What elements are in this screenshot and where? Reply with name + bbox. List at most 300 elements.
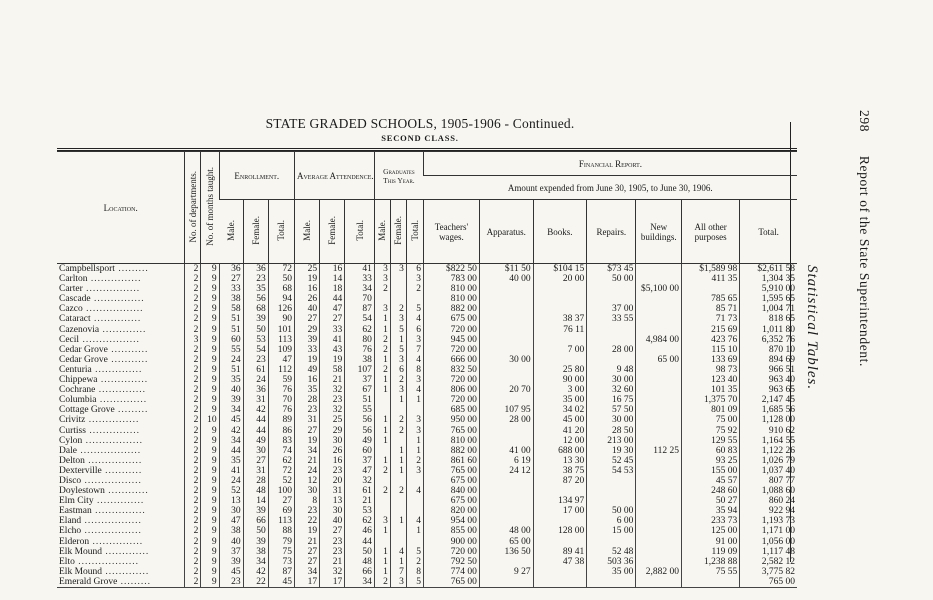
cell-books: 128 00 [533, 526, 587, 536]
table-row [57, 526, 797, 536]
cell-books: 13 30 [533, 456, 587, 466]
table-row [57, 325, 797, 335]
cell-mo: 9 [201, 264, 219, 275]
cell-gm: 3 [374, 304, 390, 314]
cell-dep: 2 [185, 577, 201, 588]
table-row [57, 476, 797, 486]
cell-wages: 720 00 [423, 395, 479, 405]
cell-et: 62 [268, 456, 294, 466]
page-title: STATE GRADED SCHOOLS, 1905-1906 - Continued. [265, 116, 575, 131]
cell-other: 129 55 [682, 436, 740, 446]
cell-at: 33 [345, 274, 375, 284]
cell-gt [406, 506, 423, 516]
cell-gt: 5 [406, 577, 423, 588]
location-cell: Carter ................ [59, 284, 141, 295]
cell-books: 17 00 [533, 506, 587, 516]
cell-gt: 1 [406, 395, 423, 405]
cell-newb [636, 506, 682, 516]
cell-wages: 765 00 [423, 577, 479, 588]
cell-dep: 2 [185, 426, 201, 436]
table-row [57, 537, 797, 547]
cell-newb [636, 496, 682, 506]
cell-ef: 50 [243, 526, 268, 536]
cell-total: 1,122 26 [740, 446, 797, 456]
cell-rep: 503 36 [587, 557, 636, 567]
cell-total: 860 24 [740, 496, 797, 506]
cell-gm: 1 [374, 426, 390, 436]
cell-newb [636, 577, 682, 588]
cell-ef: 68 [243, 304, 268, 314]
cell-newb [636, 436, 682, 446]
cell-gf: 1 [390, 395, 406, 405]
cell-ef: 24 [243, 375, 268, 385]
cell-af: 27 [320, 314, 345, 324]
cell-gm [374, 506, 390, 516]
table-row [57, 264, 797, 275]
cell-rep: 50 00 [587, 506, 636, 516]
cell-et: 68 [268, 284, 294, 294]
table-row [57, 355, 797, 365]
location-cell: Centuria .............. [59, 364, 143, 375]
cell-mo: 9 [201, 405, 219, 415]
cell-books [533, 567, 587, 577]
cell-af: 40 [320, 516, 345, 526]
cell-dep: 2 [185, 446, 201, 456]
cell-other: 785 65 [682, 294, 740, 304]
cell-mo: 9 [201, 436, 219, 446]
location-cell: Columbia .............. [59, 395, 148, 406]
cell-wages: 765 00 [423, 426, 479, 436]
cell-mo: 9 [201, 476, 219, 486]
cell-wages: 820 00 [423, 506, 479, 516]
cell-rep: 16 75 [587, 395, 636, 405]
table-row [57, 577, 797, 588]
cell-et: 86 [268, 426, 294, 436]
cell-total: 807 77 [740, 476, 797, 486]
cell-books: 38 75 [533, 466, 587, 476]
cell-mo: 9 [201, 516, 219, 526]
cell-dep: 2 [185, 466, 201, 476]
cell-newb: 112 25 [636, 446, 682, 456]
cell-books: 38 37 [533, 314, 587, 324]
location-cell: Crivitz ............... [59, 415, 140, 426]
cell-gf: 2 [390, 375, 406, 385]
cell-am: 28 [294, 395, 319, 405]
cell-am: 26 [294, 294, 319, 304]
cell-wages: 832 50 [423, 365, 479, 375]
cell-gf: 2 [390, 426, 406, 436]
cell-rep: 213 00 [587, 436, 636, 446]
cell-gf [390, 284, 406, 294]
cell-em: 36 [219, 264, 243, 275]
cell-dep: 2 [185, 274, 201, 284]
cell-app [479, 426, 533, 436]
header-enroll-female: Female. [243, 200, 268, 264]
cell-total: 963 40 [740, 375, 797, 385]
cell-em: 24 [219, 476, 243, 486]
cell-gm: 1 [374, 314, 390, 324]
cell-gm: 1 [374, 355, 390, 365]
table-row [57, 274, 797, 284]
cell-books: 47 38 [533, 557, 587, 567]
cell-ef: 31 [243, 466, 268, 476]
cell-ef: 56 [243, 294, 268, 304]
cell-newb [636, 526, 682, 536]
cell-books: 134 97 [533, 496, 587, 506]
cell-total: 1,193 73 [740, 516, 797, 526]
cell-gf: 1 [390, 516, 406, 526]
cell-am: 17 [294, 577, 319, 588]
cell-rep: 35 00 [587, 567, 636, 577]
cell-gt: 4 [406, 385, 423, 395]
cell-total: 1,037 40 [740, 466, 797, 476]
cell-af: 32 [320, 567, 345, 577]
cell-am: 8 [294, 496, 319, 506]
cell-gm: 1 [374, 547, 390, 557]
cell-at: 32 [345, 476, 375, 486]
cell-total: 3,775 82 [740, 567, 797, 577]
cell-am: 16 [294, 284, 319, 294]
cell-wages: 806 00 [423, 385, 479, 395]
cell-total: 894 69 [740, 355, 797, 365]
cell-em: 51 [219, 314, 243, 324]
cell-other: 123 40 [682, 375, 740, 385]
cell-gt [406, 294, 423, 304]
cell-ef: 35 [243, 284, 268, 294]
header-grad-female: Female. [390, 200, 406, 264]
cell-rep [587, 496, 636, 506]
cell-rep: $73 45 [587, 264, 636, 275]
cell-at: 50 [345, 547, 375, 557]
cell-other: 101 35 [682, 385, 740, 395]
location-cell: Cataract .............. [59, 314, 142, 325]
location-cell: Eland ................. [59, 516, 142, 527]
header-no-months: No. of months taught. [201, 152, 219, 264]
cell-other: 85 71 [682, 304, 740, 314]
cell-books: 688 00 [533, 446, 587, 456]
cell-ef: 28 [243, 476, 268, 486]
location-cell: Cedar Grove ........... [59, 344, 149, 355]
cell-at: 38 [345, 355, 375, 365]
cell-am: 19 [294, 355, 319, 365]
cell-am: 27 [294, 314, 319, 324]
cell-ef: 36 [243, 385, 268, 395]
cell-af: 23 [320, 547, 345, 557]
cell-am: 40 [294, 304, 319, 314]
cell-dep: 2 [185, 415, 201, 425]
cell-am: 27 [294, 557, 319, 567]
cell-ef: 23 [243, 274, 268, 284]
cell-em: 33 [219, 284, 243, 294]
cell-gf: 5 [390, 325, 406, 335]
cell-rep [587, 537, 636, 547]
cell-em: 40 [219, 385, 243, 395]
table-row [57, 284, 797, 294]
cell-other: 411 35 [682, 274, 740, 284]
header-enroll-total: Total. [268, 200, 294, 264]
cell-at: 56 [345, 415, 375, 425]
cell-em: 27 [219, 274, 243, 284]
cell-newb [636, 294, 682, 304]
cell-mo: 9 [201, 506, 219, 516]
cell-et: 94 [268, 294, 294, 304]
cell-app: 20 70 [479, 385, 533, 395]
cell-am: 30 [294, 486, 319, 496]
cell-af: 31 [320, 486, 345, 496]
cell-gm: 3 [374, 274, 390, 284]
cell-books: 87 20 [533, 476, 587, 486]
cell-rep: 19 30 [587, 446, 636, 456]
cell-at: 51 [345, 395, 375, 405]
cell-gf [390, 506, 406, 516]
cell-gt [406, 537, 423, 547]
cell-ef: 48 [243, 486, 268, 496]
table-row [57, 446, 797, 456]
table-body [57, 264, 797, 588]
cell-gt: 8 [406, 365, 423, 375]
header-amount-expended: Amount expended from June 30, 1905, to June 30, 1906. [423, 176, 797, 200]
cell-app [479, 375, 533, 385]
cell-am: 23 [294, 506, 319, 516]
table-row [57, 486, 797, 496]
cell-am: 21 [294, 456, 319, 466]
cell-gf: 3 [390, 577, 406, 588]
location-cell: Cylon ................. [59, 435, 143, 446]
cell-wages: 774 00 [423, 567, 479, 577]
cell-gf: 6 [390, 365, 406, 375]
cell-dep: 3 [185, 335, 201, 345]
cell-books [533, 284, 587, 294]
header-no-departments: No. of departments. [185, 152, 201, 264]
cell-af: 29 [320, 426, 345, 436]
cell-total: 1,685 56 [740, 405, 797, 415]
cell-et: 75 [268, 547, 294, 557]
cell-gm: 1 [374, 375, 390, 385]
cell-wages: 861 60 [423, 456, 479, 466]
cell-af: 27 [320, 526, 345, 536]
cell-em: 45 [219, 567, 243, 577]
cell-mo: 9 [201, 446, 219, 456]
cell-ef: 44 [243, 415, 268, 425]
cell-books: 76 11 [533, 325, 587, 335]
cell-at: 76 [345, 345, 375, 355]
cell-et: 79 [268, 537, 294, 547]
cell-af: 58 [320, 365, 345, 375]
cell-other: 423 76 [682, 335, 740, 345]
cell-mo: 9 [201, 567, 219, 577]
cell-other: 50 27 [682, 496, 740, 506]
cell-af: 26 [320, 446, 345, 456]
cell-dep: 2 [185, 567, 201, 577]
cell-newb [636, 395, 682, 405]
cell-rep: 15 00 [587, 526, 636, 536]
cell-mo: 9 [201, 375, 219, 385]
cell-em: 13 [219, 496, 243, 506]
cell-gf [390, 526, 406, 536]
location-cell: Cedar Grove ........... [59, 354, 149, 365]
cell-total: 1,088 60 [740, 486, 797, 496]
cell-dep: 2 [185, 526, 201, 536]
cell-af: 23 [320, 395, 345, 405]
cell-app [479, 325, 533, 335]
cell-am: 12 [294, 476, 319, 486]
cell-rep: 33 55 [587, 314, 636, 324]
cell-et: 59 [268, 375, 294, 385]
cell-total: 818 65 [740, 314, 797, 324]
location-cell: Cazenovia ............. [59, 324, 147, 335]
location-cell: Disco ................. [59, 475, 142, 486]
cell-dep: 2 [185, 314, 201, 324]
cell-at: 54 [345, 314, 375, 324]
cell-gt: 6 [406, 325, 423, 335]
header-repairs: Repairs. [587, 200, 636, 264]
cell-em: 38 [219, 526, 243, 536]
cell-gf: 3 [390, 355, 406, 365]
cell-dep: 2 [185, 284, 201, 294]
table-row [57, 304, 797, 314]
header-att-male: Male. [294, 200, 319, 264]
cell-wages: 840 00 [423, 486, 479, 496]
cell-newb [636, 325, 682, 335]
cell-newb [636, 304, 682, 314]
cell-rep: 30 00 [587, 375, 636, 385]
cell-gm: 2 [374, 486, 390, 496]
location-cell: Elk Mound ............. [59, 566, 150, 577]
cell-total: 910 62 [740, 426, 797, 436]
cell-wages: 720 00 [423, 345, 479, 355]
cell-total: 1,304 35 [740, 274, 797, 284]
table-row [57, 516, 797, 526]
cell-other: 91 00 [682, 537, 740, 547]
cell-am: 19 [294, 274, 319, 284]
cell-newb [636, 415, 682, 425]
cell-total: 1,117 48 [740, 547, 797, 557]
cell-total: 870 10 [740, 345, 797, 355]
cell-at: 66 [345, 567, 375, 577]
table-row [57, 385, 797, 395]
cell-dep: 2 [185, 375, 201, 385]
cell-af: 47 [320, 304, 345, 314]
cell-em: 44 [219, 446, 243, 456]
header-att-total: Total. [345, 200, 375, 264]
cell-other: 93 25 [682, 456, 740, 466]
cell-other [682, 284, 740, 294]
cell-af: 41 [320, 335, 345, 345]
cell-rep: 28 00 [587, 345, 636, 355]
cell-app [479, 335, 533, 345]
cell-total: 1,128 00 [740, 415, 797, 425]
statistics-table [57, 148, 797, 588]
location-cell: Cazco ................. [59, 304, 144, 315]
cell-books: 12 00 [533, 436, 587, 446]
cell-gt: 3 [406, 274, 423, 284]
cell-af: 20 [320, 476, 345, 486]
cell-newb [636, 516, 682, 526]
cell-em: 60 [219, 335, 243, 345]
cell-dep: 2 [185, 456, 201, 466]
cell-gt: 4 [406, 486, 423, 496]
header-new-buildings: New buildings. [636, 200, 682, 264]
header-all-other: All other purposes [682, 200, 740, 264]
table-row [57, 345, 797, 355]
cell-books: 90 00 [533, 375, 587, 385]
cell-rep: 57 50 [587, 405, 636, 415]
cell-books [533, 537, 587, 547]
cell-am: 25 [294, 264, 319, 275]
cell-at: 46 [345, 526, 375, 536]
cell-gt: 3 [406, 426, 423, 436]
cell-gt: 2 [406, 284, 423, 294]
cell-gf: 1 [390, 335, 406, 345]
cell-gf: 2 [390, 304, 406, 314]
cell-newb [636, 426, 682, 436]
table-row [57, 335, 797, 345]
cell-newb [636, 314, 682, 324]
cell-books [533, 304, 587, 314]
cell-et: 72 [268, 264, 294, 275]
cell-at: 107 [345, 365, 375, 375]
cell-at: 37 [345, 456, 375, 466]
table-row [57, 395, 797, 405]
cell-et: 69 [268, 506, 294, 516]
cell-app [479, 284, 533, 294]
cell-gf: 2 [390, 486, 406, 496]
table-row [57, 466, 797, 476]
cell-dep: 2 [185, 365, 201, 375]
header-books: Books. [533, 200, 587, 264]
cell-gm: 3 [374, 264, 390, 275]
cell-et: 87 [268, 567, 294, 577]
cell-et: 47 [268, 355, 294, 365]
cell-rep: 28 50 [587, 426, 636, 436]
cell-em: 35 [219, 456, 243, 466]
cell-at: 67 [345, 385, 375, 395]
cell-app: $11 50 [479, 264, 533, 275]
cell-at: 62 [345, 516, 375, 526]
cell-af: 21 [320, 557, 345, 567]
cell-other: 45 57 [682, 476, 740, 486]
cell-af: 17 [320, 577, 345, 588]
cell-et: 101 [268, 325, 294, 335]
cell-em: 24 [219, 355, 243, 365]
cell-other: 115 10 [682, 345, 740, 355]
cell-gf: 2 [390, 415, 406, 425]
cell-wages: $822 50 [423, 264, 479, 275]
cell-af: 16 [320, 264, 345, 275]
cell-ef: 42 [243, 405, 268, 415]
cell-dep: 2 [185, 294, 201, 304]
cell-gf: 1 [390, 557, 406, 567]
cell-am: 27 [294, 426, 319, 436]
cell-af: 30 [320, 436, 345, 446]
cell-at: 34 [345, 284, 375, 294]
location-cell: Elk Mound ............. [59, 546, 150, 557]
cell-mo: 9 [201, 335, 219, 345]
cell-em: 41 [219, 466, 243, 476]
table-row [57, 365, 797, 375]
table-row [57, 415, 797, 425]
cell-wages: 685 00 [423, 405, 479, 415]
cell-books: 20 00 [533, 274, 587, 284]
cell-newb: 4,984 00 [636, 335, 682, 345]
cell-gf [390, 476, 406, 486]
cell-wages: 666 00 [423, 355, 479, 365]
cell-gt [406, 496, 423, 506]
cell-am: 39 [294, 335, 319, 345]
cell-dep: 2 [185, 537, 201, 547]
cell-mo: 9 [201, 557, 219, 567]
table-row [57, 294, 797, 304]
